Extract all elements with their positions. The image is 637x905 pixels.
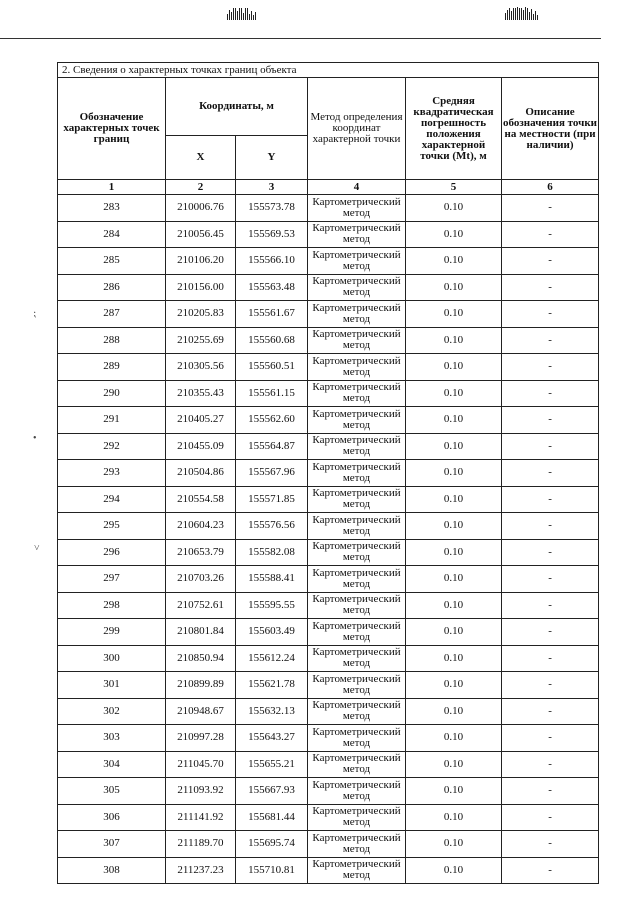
coord-x: 210801.84: [166, 619, 236, 646]
method: Картометрический метод: [308, 619, 406, 646]
description: -: [502, 804, 599, 831]
coord-y: 155569.53: [236, 221, 308, 248]
point-number: 303: [58, 725, 166, 752]
coord-y: 155582.08: [236, 539, 308, 566]
column-number: 2: [166, 180, 236, 195]
error-value: 0.10: [406, 433, 502, 460]
table-row: [58, 804, 599, 831]
table-row: [58, 407, 599, 434]
error-value: 0.10: [406, 195, 502, 222]
point-number: 293: [58, 460, 166, 487]
method: Картометрический метод: [308, 672, 406, 699]
point-number: 302: [58, 698, 166, 725]
coord-x: 210653.79: [166, 539, 236, 566]
point-number: 301: [58, 672, 166, 699]
coord-y: 155681.44: [236, 804, 308, 831]
table-row: [58, 645, 599, 672]
point-number: 304: [58, 751, 166, 778]
method: Картометрический метод: [308, 592, 406, 619]
coord-x: 210106.20: [166, 248, 236, 275]
coord-y: 155621.78: [236, 672, 308, 699]
table-row: [58, 486, 599, 513]
table-row: [58, 301, 599, 328]
coord-x: 210355.43: [166, 380, 236, 407]
method: Картометрический метод: [308, 857, 406, 884]
description: -: [502, 619, 599, 646]
coord-x: 210703.26: [166, 566, 236, 593]
method: Картометрический метод: [308, 645, 406, 672]
coord-x: 210997.28: [166, 725, 236, 752]
error-value: 0.10: [406, 566, 502, 593]
table-row: [58, 592, 599, 619]
error-value: 0.10: [406, 804, 502, 831]
coord-y: 155566.10: [236, 248, 308, 275]
method: Картометрический метод: [308, 725, 406, 752]
coord-y: 155560.68: [236, 327, 308, 354]
table-row: [58, 248, 599, 275]
point-number: 296: [58, 539, 166, 566]
point-number: 308: [58, 857, 166, 884]
table-row: [58, 566, 599, 593]
coord-y: 155643.27: [236, 725, 308, 752]
method: Картометрический метод: [308, 407, 406, 434]
table-row: [58, 725, 599, 752]
description: -: [502, 698, 599, 725]
description: -: [502, 380, 599, 407]
coord-y: 155632.13: [236, 698, 308, 725]
coord-y: 155603.49: [236, 619, 308, 646]
method: Картометрический метод: [308, 221, 406, 248]
error-value: 0.10: [406, 751, 502, 778]
method: Картометрический метод: [308, 751, 406, 778]
column-number: 1: [58, 180, 166, 195]
error-value: 0.10: [406, 354, 502, 381]
error-value: 0.10: [406, 539, 502, 566]
coord-x: 210899.89: [166, 672, 236, 699]
coord-x: 210056.45: [166, 221, 236, 248]
table-row: [58, 831, 599, 858]
point-number: 305: [58, 778, 166, 805]
point-number: 288: [58, 327, 166, 354]
error-value: 0.10: [406, 486, 502, 513]
error-value: 0.10: [406, 221, 502, 248]
coord-y: 155562.60: [236, 407, 308, 434]
coord-y: 155595.55: [236, 592, 308, 619]
description: -: [502, 274, 599, 301]
table-row: [58, 221, 599, 248]
method: Картометрический метод: [308, 566, 406, 593]
method: Картометрический метод: [308, 301, 406, 328]
method: Картометрический метод: [308, 195, 406, 222]
method: Картометрический метод: [308, 804, 406, 831]
table-row: [58, 433, 599, 460]
description: -: [502, 539, 599, 566]
description: -: [502, 592, 599, 619]
header-method: Метод определения координат характерной точки: [308, 78, 406, 180]
description: -: [502, 195, 599, 222]
description: -: [502, 486, 599, 513]
description: -: [502, 354, 599, 381]
coord-y: 155561.15: [236, 380, 308, 407]
error-value: 0.10: [406, 592, 502, 619]
error-value: 0.10: [406, 513, 502, 540]
description: -: [502, 301, 599, 328]
error-value: 0.10: [406, 327, 502, 354]
coord-x: 211237.23: [166, 857, 236, 884]
description: -: [502, 645, 599, 672]
table-row: [58, 460, 599, 487]
column-number: 6: [502, 180, 599, 195]
table-row: [58, 778, 599, 805]
error-value: 0.10: [406, 698, 502, 725]
point-number: 284: [58, 221, 166, 248]
point-number: 290: [58, 380, 166, 407]
point-number: 283: [58, 195, 166, 222]
header-y: Y: [236, 136, 308, 180]
header-error: Средняя квадратическая погрешность положения характерной точки (Mt), м: [406, 78, 502, 180]
coord-y: 155667.93: [236, 778, 308, 805]
coord-y: 155576.56: [236, 513, 308, 540]
description: -: [502, 566, 599, 593]
description: -: [502, 778, 599, 805]
method: Картометрический метод: [308, 354, 406, 381]
coord-x: 210405.27: [166, 407, 236, 434]
error-value: 0.10: [406, 857, 502, 884]
method: Картометрический метод: [308, 327, 406, 354]
table-row: [58, 539, 599, 566]
table-row: [58, 672, 599, 699]
error-value: 0.10: [406, 778, 502, 805]
table-row: [58, 195, 599, 222]
error-value: 0.10: [406, 672, 502, 699]
margin-mark-icon: •: [33, 433, 37, 444]
coord-y: 155655.21: [236, 751, 308, 778]
method: Картометрический метод: [308, 433, 406, 460]
point-number: 297: [58, 566, 166, 593]
table-row: [58, 327, 599, 354]
coord-y: 155710.81: [236, 857, 308, 884]
description: -: [502, 831, 599, 858]
barcode-right-icon: [505, 6, 538, 20]
description: -: [502, 725, 599, 752]
header-coordinates: Координаты, м: [166, 78, 308, 136]
error-value: 0.10: [406, 831, 502, 858]
point-number: 295: [58, 513, 166, 540]
column-number: 3: [236, 180, 308, 195]
coord-x: 210255.69: [166, 327, 236, 354]
coord-x: 210850.94: [166, 645, 236, 672]
header-description: Описание обозначения точки на местности (при наличии): [502, 78, 599, 180]
method: Картометрический метод: [308, 460, 406, 487]
method: Картометрический метод: [308, 380, 406, 407]
method: Картометрический метод: [308, 698, 406, 725]
column-number: 5: [406, 180, 502, 195]
coord-x: 210948.67: [166, 698, 236, 725]
point-number: 306: [58, 804, 166, 831]
error-value: 0.10: [406, 619, 502, 646]
table-row: [58, 354, 599, 381]
point-number: 286: [58, 274, 166, 301]
coord-y: 155564.87: [236, 433, 308, 460]
table-row: [58, 751, 599, 778]
description: -: [502, 433, 599, 460]
margin-mark-icon: ⁏: [33, 308, 37, 319]
coord-x: 211093.92: [166, 778, 236, 805]
coord-x: 210455.09: [166, 433, 236, 460]
point-number: 292: [58, 433, 166, 460]
coord-x: 211189.70: [166, 831, 236, 858]
coord-y: 155561.67: [236, 301, 308, 328]
boundary-points-table: [57, 62, 599, 884]
header-rule: [0, 38, 601, 39]
coord-x: 210554.58: [166, 486, 236, 513]
description: -: [502, 221, 599, 248]
point-number: 287: [58, 301, 166, 328]
method: Картометрический метод: [308, 274, 406, 301]
point-number: 299: [58, 619, 166, 646]
coord-x: 210604.23: [166, 513, 236, 540]
column-number: 4: [308, 180, 406, 195]
method: Картометрический метод: [308, 513, 406, 540]
coord-y: 155560.51: [236, 354, 308, 381]
section-title: 2. Сведения о характерных точках границ объекта: [58, 63, 599, 78]
table-row: [58, 274, 599, 301]
error-value: 0.10: [406, 460, 502, 487]
coord-y: 155571.85: [236, 486, 308, 513]
error-value: 0.10: [406, 301, 502, 328]
method: Картометрический метод: [308, 831, 406, 858]
error-value: 0.10: [406, 407, 502, 434]
point-number: 307: [58, 831, 166, 858]
point-number: 289: [58, 354, 166, 381]
table-row: [58, 380, 599, 407]
coord-x: 210752.61: [166, 592, 236, 619]
error-value: 0.10: [406, 645, 502, 672]
coord-x: 210504.86: [166, 460, 236, 487]
error-value: 0.10: [406, 380, 502, 407]
point-number: 298: [58, 592, 166, 619]
description: -: [502, 751, 599, 778]
coord-x: 211141.92: [166, 804, 236, 831]
description: -: [502, 857, 599, 884]
header-x: X: [166, 136, 236, 180]
coord-y: 155612.24: [236, 645, 308, 672]
description: -: [502, 248, 599, 275]
method: Картометрический метод: [308, 486, 406, 513]
description: -: [502, 327, 599, 354]
description: -: [502, 407, 599, 434]
coord-x: 210156.00: [166, 274, 236, 301]
coord-y: 155573.78: [236, 195, 308, 222]
table-row: [58, 619, 599, 646]
method: Картометрический метод: [308, 778, 406, 805]
point-number: 300: [58, 645, 166, 672]
table-row: [58, 513, 599, 540]
method: Картометрический метод: [308, 248, 406, 275]
coord-x: 210205.83: [166, 301, 236, 328]
description: -: [502, 513, 599, 540]
barcode-left-icon: [227, 6, 256, 20]
coord-x: 211045.70: [166, 751, 236, 778]
error-value: 0.10: [406, 274, 502, 301]
description: -: [502, 672, 599, 699]
table-row: [58, 698, 599, 725]
coord-y: 155588.41: [236, 566, 308, 593]
description: -: [502, 460, 599, 487]
point-number: 291: [58, 407, 166, 434]
method: Картометрический метод: [308, 539, 406, 566]
coord-x: 210006.76: [166, 195, 236, 222]
error-value: 0.10: [406, 725, 502, 752]
coord-y: 155695.74: [236, 831, 308, 858]
margin-mark-icon: ˅: [34, 543, 40, 554]
table-row: [58, 857, 599, 884]
coord-y: 155567.96: [236, 460, 308, 487]
header-point-designation: Обозначение характерных точек границ: [58, 78, 166, 180]
error-value: 0.10: [406, 248, 502, 275]
point-number: 294: [58, 486, 166, 513]
coord-y: 155563.48: [236, 274, 308, 301]
point-number: 285: [58, 248, 166, 275]
coord-x: 210305.56: [166, 354, 236, 381]
